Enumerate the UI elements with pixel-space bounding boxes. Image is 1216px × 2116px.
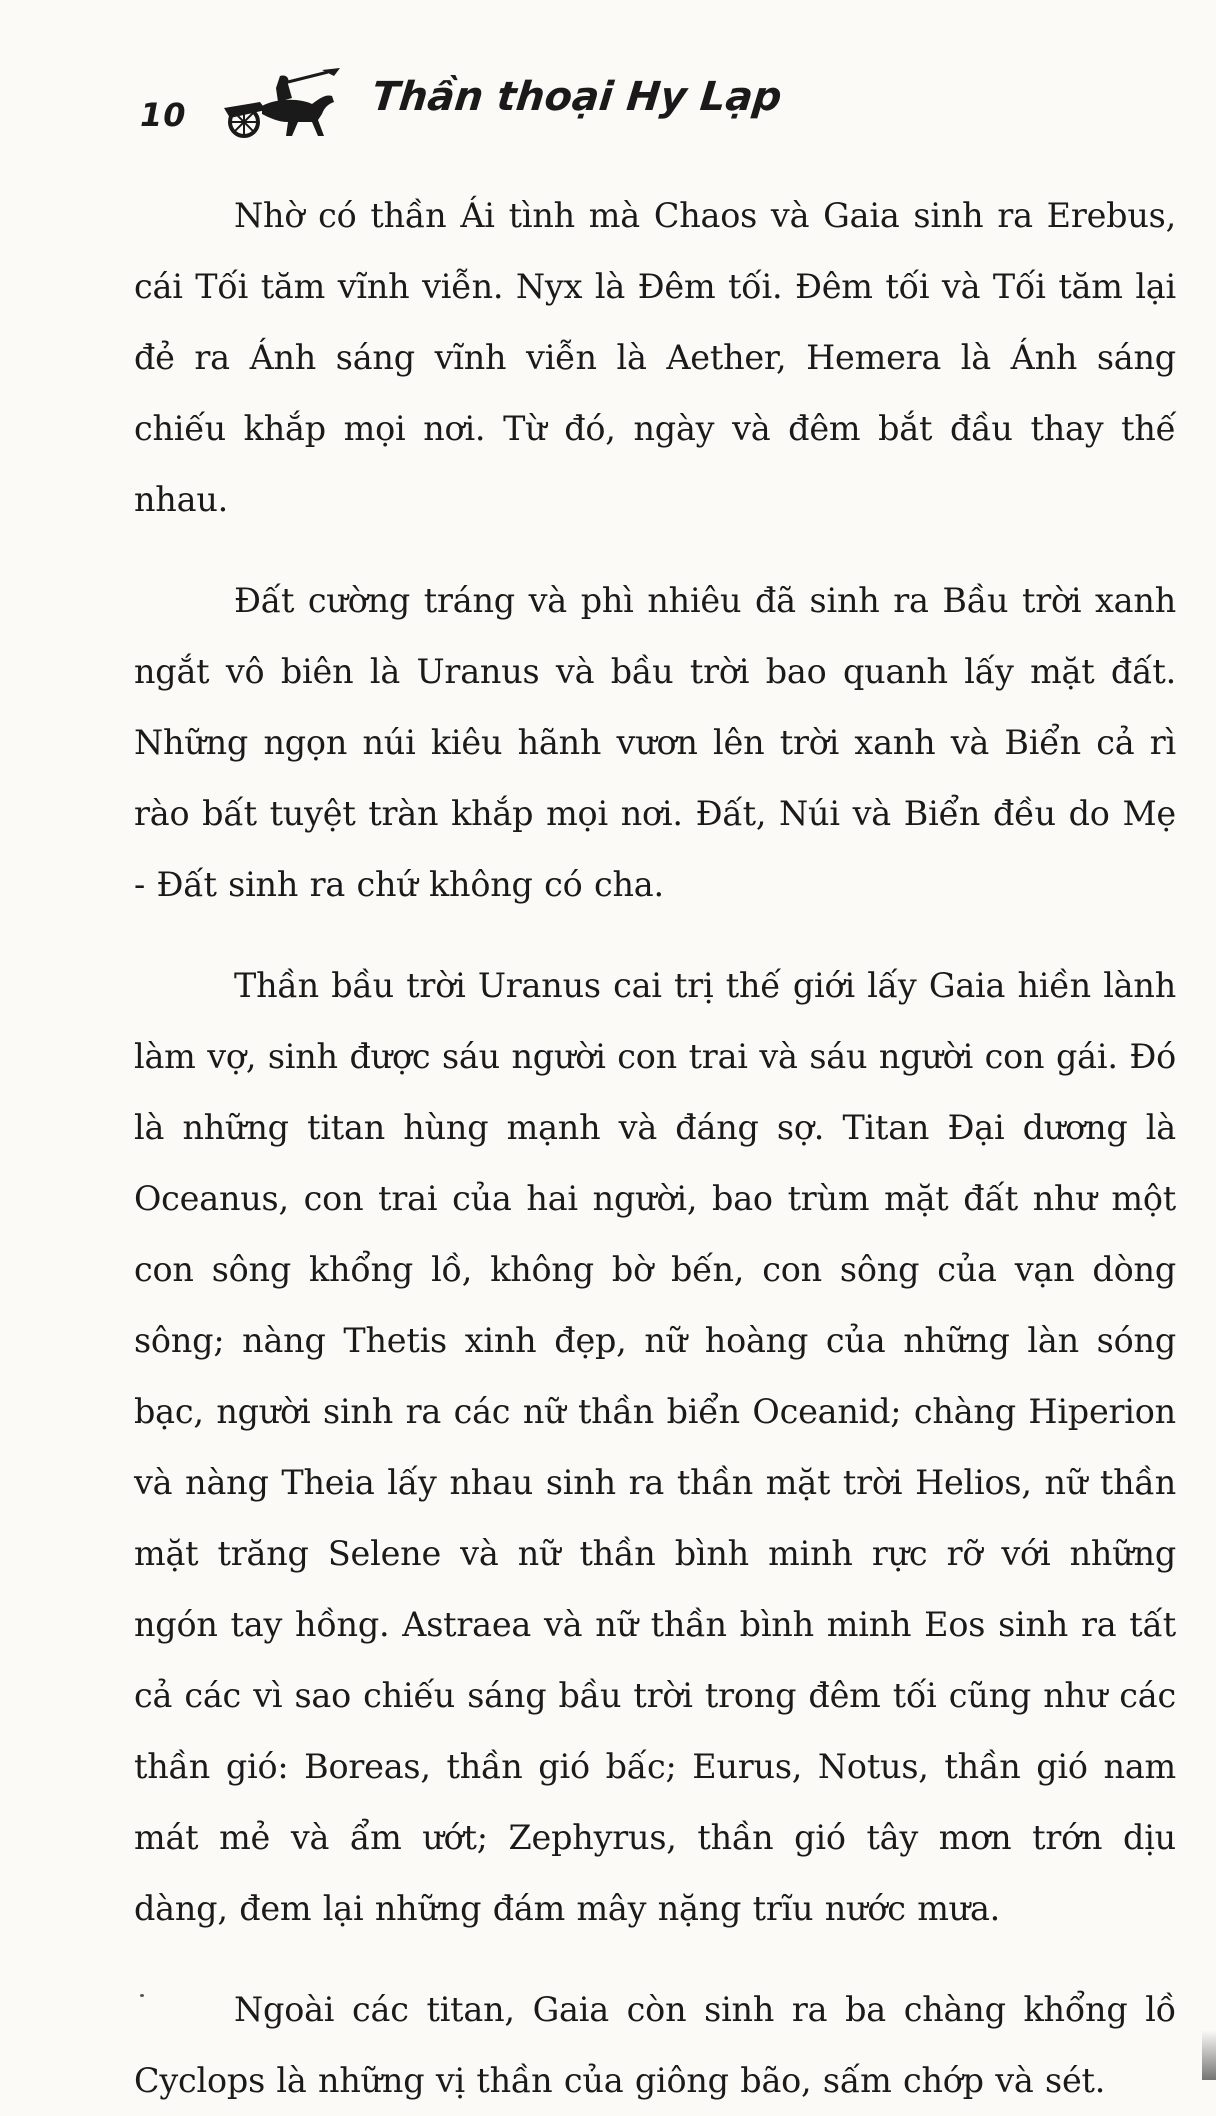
page-edge-shadow [1202,2030,1216,2080]
paragraph-2: Đất cường tráng và phì nhiêu đã sinh ra Bầu trời xanh ngắt vô biên là Uranus và bầu trời bao quanh lấy mặt đất. Những ngọn núi kiêu hãnh vươn lên trời xanh và Biển cả rì rào bất tuyệt tràn khắp mọi nơi. Đất, Núi và Biển đều do Mẹ - Đất sinh ra chứ không có cha. [134,581,1176,904]
running-title: Thần thoại Hy Lạp [369,74,784,120]
chariot-icon [216,64,346,144]
paragraph-4: Ngoài các titan, Gaia còn sinh ra ba chàng khổng lồ Cyclops là những vị thần của giông bão, sấm chớp và sét. [134,1990,1176,2100]
paragraph-3: Thần bầu trời Uranus cai trị thế giới lấy Gaia hiền lành làm vợ, sinh được sáu người con trai và sáu người con gái. Đó là những titan hùng mạnh và đáng sợ. Titan Đại dương là Oceanus, con trai của hai người, bao trùm mặt đất như một con sông khổng lồ, không bờ bến, con sông của vạn dòng sông; nàng Thetis xinh đẹp, nữ hoàng của những làn sóng bạc, người sinh ra các nữ thần biển Oceanid; chàng Hiperion và nàng Theia lấy nhau sinh ra thần mặt trời Helios, nữ thần mặt trăng Selene và nữ thần bình minh rực rỡ với những ngón tay hồng. Astraea và nữ thần bình minh Eos sinh ra tất cả các vì sao chiếu sáng bầu trời trong đêm tối cũng như các thần gió: Boreas, thần gió bấc; Eurus, Notus, thần gió nam mát mẻ và ẩm ướt; Zephyrus, thần gió tây mơn trớn dịu dàng, đem lại những đám mây nặng trĩu nước mưa. [134,966,1176,1928]
body-text [134,180,1176,2116]
page-number: 10 [140,96,187,134]
ink-speck [140,1994,144,1997]
paragraph-1: Nhờ có thần Ái tình mà Chaos và Gaia sinh ra Erebus, cái Tối tăm vĩnh viễn. Nyx là Đêm tối. Đêm tối và Tối tăm lại đẻ ra Ánh sáng vĩnh viễn là Aether, Hemera là Ánh sáng chiếu khắp mọi nơi. Từ đó, ngày và đêm bắt đầu thay thế nhau. [134,196,1176,519]
page-header [140,60,784,150]
